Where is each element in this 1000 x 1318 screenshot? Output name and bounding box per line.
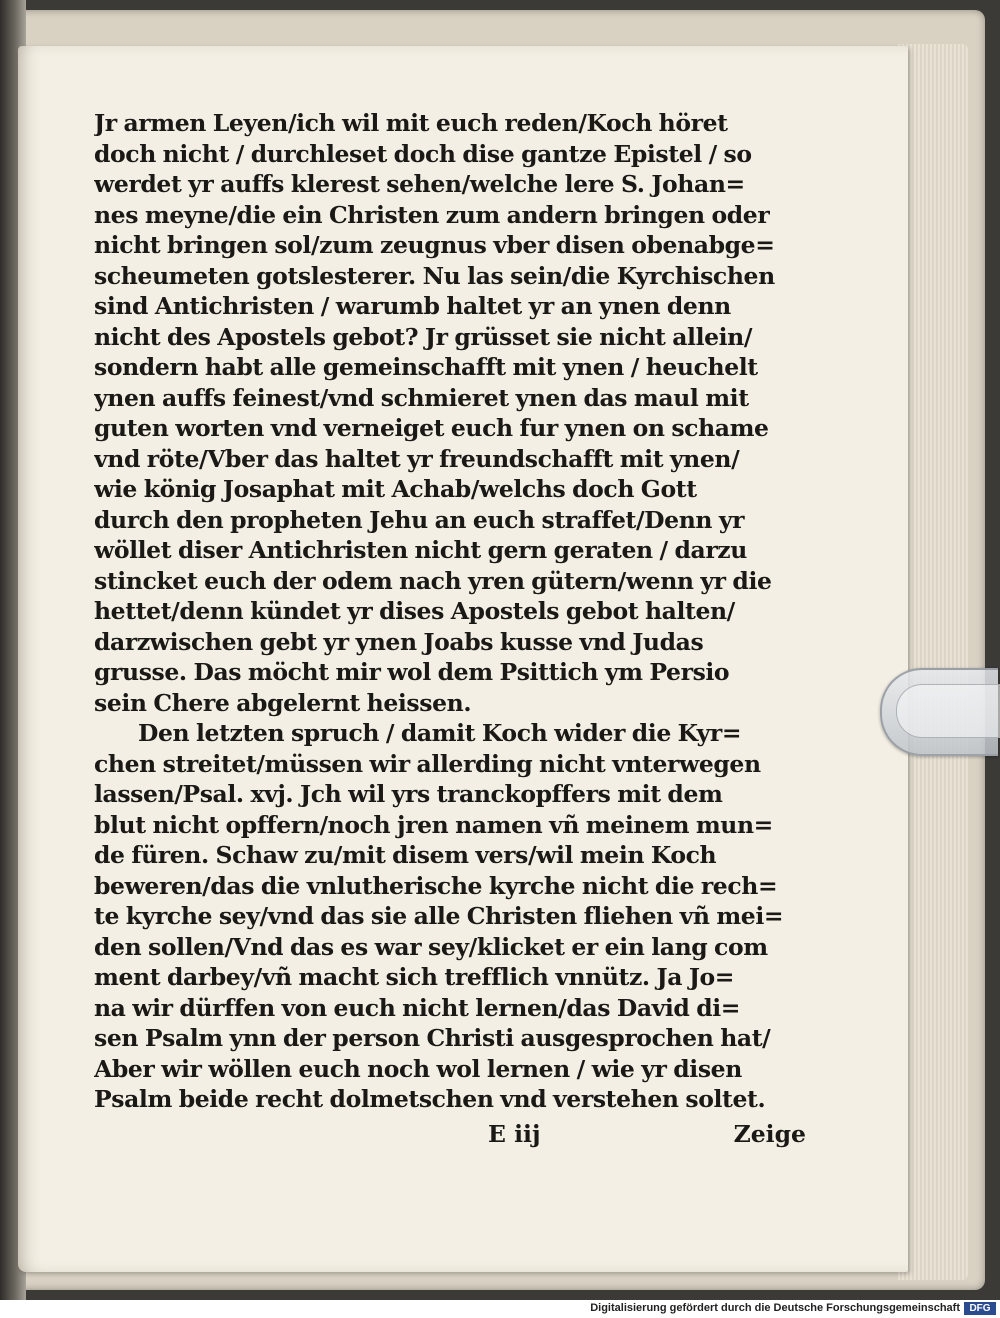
text-line: blut nicht opffern/noch jren namen vñ meinem mun=: [94, 810, 773, 839]
catchword: Zeige: [733, 1120, 806, 1148]
text-line: grusse. Das möcht mir wol dem Psittich ym Persio: [94, 658, 730, 686]
paragraph-start-line: Den letzten spruch / damit Koch wider die Kyr=: [138, 719, 742, 747]
text-line: beweren/das die vnlutherische kyrche nicht die rech=: [94, 871, 778, 900]
text-line: Aber wir wöllen euch noch wol lernen / wie yr disen: [94, 1054, 742, 1083]
book-page: [18, 46, 908, 1272]
text-line: nes meyne/die ein Christen zum andern bringen oder: [94, 200, 770, 229]
text-line: chen streitet/müssen wir allerding nicht vnterwegen: [94, 749, 761, 778]
text-line: lassen/Psal. xvj. Jch wil yrs tranckopffers mit dem: [94, 780, 723, 808]
text-line: ment darbey/vñ macht sich trefflich vnnütz. Ja Jo=: [94, 963, 735, 991]
text-line: wöllet diser Antichristen nicht gern geraten / darzu: [94, 536, 747, 564]
text-line: den sollen/Vnd das es war sey/klicket er ein lang com: [94, 932, 768, 961]
text-line: doch nicht / durchleset doch dise gantze Epistel / so: [94, 139, 752, 168]
page-text: [94, 108, 802, 1115]
text-line: scheumeten gotslesterer. Nu las sein/die Kyrchischen: [94, 261, 775, 290]
text-line: Psalm beide recht dolmetschen vnd verstehen soltet.: [94, 1085, 766, 1113]
text-line: wie könig Josaphat mit Achab/welchs doch Gott: [94, 475, 697, 503]
dfg-logo-icon: DFG: [964, 1302, 996, 1315]
signature-mark: E iij: [488, 1120, 541, 1148]
text-line: na wir dürffen von euch nicht lernen/das David di=: [94, 993, 741, 1022]
text-line: nicht des Apostels gebot? Jr grüsset sie nicht allein/: [94, 322, 753, 351]
text-line: sen Psalm ynn der person Christi ausgesprochen hat/: [94, 1024, 771, 1052]
footer-bar: [0, 1300, 1000, 1318]
page-clip-inner: [896, 684, 1000, 738]
text-line: ynen auffs feinest/vnd schmieret ynen das maul mit: [94, 383, 749, 412]
page-signature-row: [488, 1120, 806, 1154]
text-line: vnd röte/Vber das haltet yr freundschafft mit ynen/: [94, 444, 740, 473]
text-line: hettet/denn kündet yr dises Apostels gebot halten/: [94, 597, 735, 625]
text-line: sein Chere abgelernt heissen.: [94, 688, 472, 717]
page-edges: [898, 44, 968, 1280]
text-line: sondern habt alle gemeinschafft mit ynen / heuchelt: [94, 353, 758, 381]
page-clip: [880, 668, 998, 756]
text-line: stincket euch der odem nach yren gütern/wenn yr die: [94, 566, 772, 595]
text-line: de füren. Schaw zu/mit disem vers/wil mein Koch: [94, 841, 717, 869]
text-line: Jr armen Leyen/ich wil mit euch reden/Koch höret: [94, 109, 728, 137]
text-line: werdet yr auffs klerest sehen/welche lere S. Johan=: [94, 170, 745, 198]
text-line: guten worten vnd verneiget euch fur ynen on schame: [94, 414, 769, 442]
text-line: darzwischen gebt yr ynen Joabs kusse vnd Judas: [94, 627, 704, 656]
funding-credit: Digitalisierung gefördert durch die Deutsche Forschungsgemeinschaft: [590, 1302, 960, 1314]
text-line: sind Antichristen / warumb haltet yr an ynen denn: [94, 292, 731, 320]
text-line: nicht bringen sol/zum zeugnus vber disen obenabge=: [94, 231, 775, 259]
text-line: te kyrche sey/vnd das sie alle Christen fliehen vñ mei=: [94, 902, 784, 930]
text-line: durch den propheten Jehu an euch straffet/Denn yr: [94, 505, 745, 534]
